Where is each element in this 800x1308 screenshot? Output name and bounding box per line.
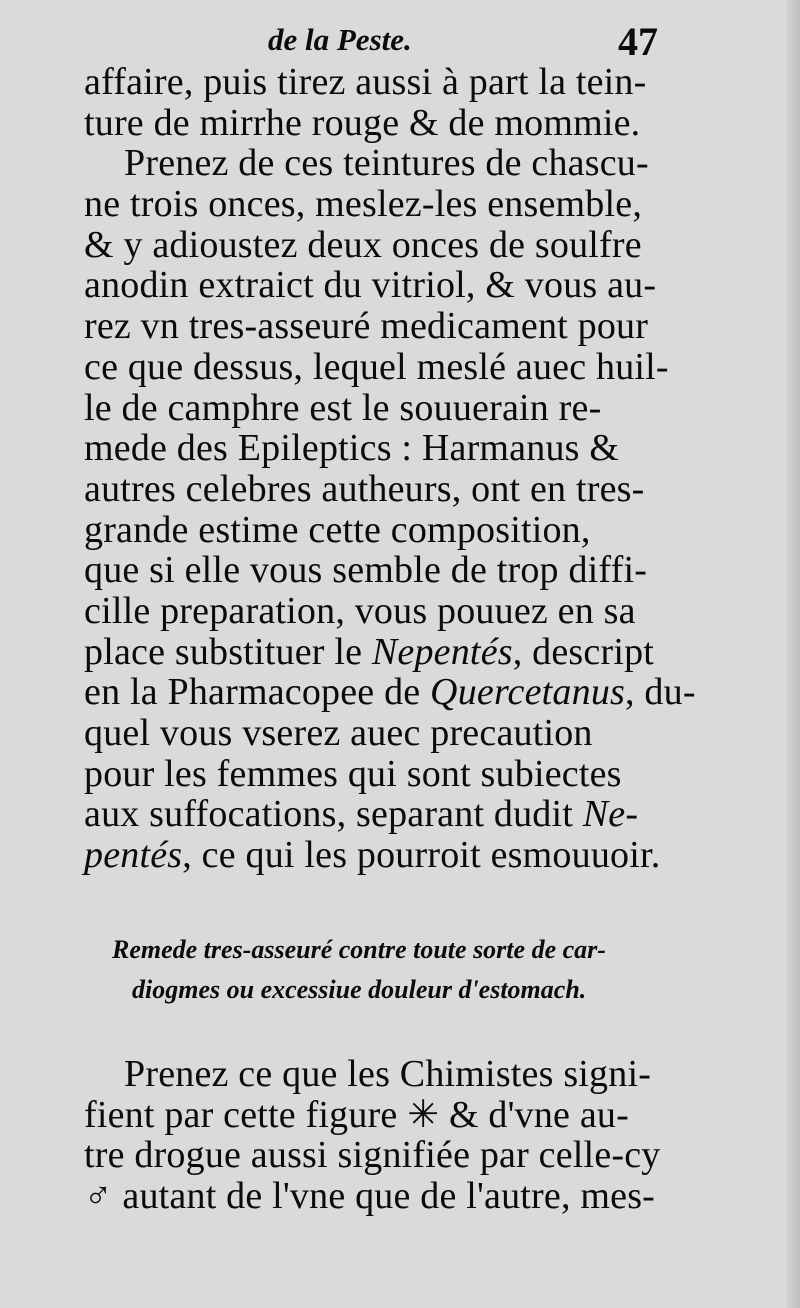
text-line: que si elle vous semble de trop diffi- bbox=[84, 549, 648, 592]
text-line bbox=[84, 835, 684, 876]
italic-term: Ne- bbox=[582, 793, 639, 836]
text-line bbox=[84, 794, 684, 835]
text-line: rez vn tres-asseuré medicament pour bbox=[84, 305, 649, 348]
text-line: mede des Epileptics : Harmanus & bbox=[84, 427, 620, 470]
text-line bbox=[84, 671, 696, 714]
main-text-block bbox=[84, 61, 696, 877]
text-line: anodin extraict du vitriol, & vous au- bbox=[84, 264, 657, 307]
text-line: le de camphre est le souuerain re- bbox=[84, 386, 602, 429]
text-line: ♂ autant de l'vne que de l'autre, mes- bbox=[84, 1175, 656, 1218]
page-edge-shadow bbox=[786, 0, 800, 1308]
text-line: affaire, puis tirez aussi à part la tein- bbox=[84, 61, 647, 103]
recipe-text-block bbox=[84, 1054, 684, 1217]
text-span: , ce qui les pourroit esmouuoir. bbox=[182, 834, 661, 877]
text-line: tre drogue aussi signifiée par celle-cy bbox=[84, 1134, 661, 1177]
text-line: Prenez ce que les Chimistes signi- bbox=[124, 1053, 652, 1095]
text-line: ce que dessus, lequel meslé auec huil- bbox=[84, 345, 669, 388]
text-line: quel vous vserez auec precaution bbox=[84, 712, 593, 754]
italic-term: Nepentés bbox=[371, 630, 513, 673]
text-line: fient par cette figure ✳ & d'vne au- bbox=[84, 1093, 629, 1136]
italic-author-name: Quercetanus bbox=[430, 671, 626, 714]
text-line: & y adioustez deux onces de soulfre bbox=[84, 223, 642, 266]
text-span: place substituer le bbox=[84, 630, 372, 673]
text-span: aux suffocations, separant dudit bbox=[84, 793, 583, 836]
text-line bbox=[84, 632, 684, 673]
page-number: 47 bbox=[618, 19, 658, 64]
text-span: , descript bbox=[512, 630, 655, 673]
text-line: autres celebres autheurs, ont en tres- bbox=[84, 467, 645, 510]
heading-line: diogmes ou excessiue douleur d'estomach. bbox=[132, 975, 587, 1004]
text-span: en la Pharmacopee de bbox=[84, 671, 431, 714]
text-line: cille preparation, vous pouuez en sa bbox=[84, 589, 636, 632]
text-line: ne trois onces, meslez-les ensemble, bbox=[84, 183, 643, 226]
section-heading bbox=[112, 930, 692, 1010]
running-title: de la Peste. bbox=[268, 22, 412, 57]
heading-line: Remede tres-asseuré contre toute sorte de car- bbox=[112, 935, 606, 964]
text-line: ture de mirrhe rouge & de mommie. bbox=[84, 101, 641, 144]
text-line: Prenez de ces teintures de chascu- bbox=[124, 142, 649, 185]
text-span: , du- bbox=[625, 671, 696, 714]
italic-term: pentés bbox=[84, 834, 183, 877]
text-line: pour les femmes qui sont subiectes bbox=[84, 752, 622, 795]
text-line: grande estime cette composition, bbox=[84, 508, 591, 551]
